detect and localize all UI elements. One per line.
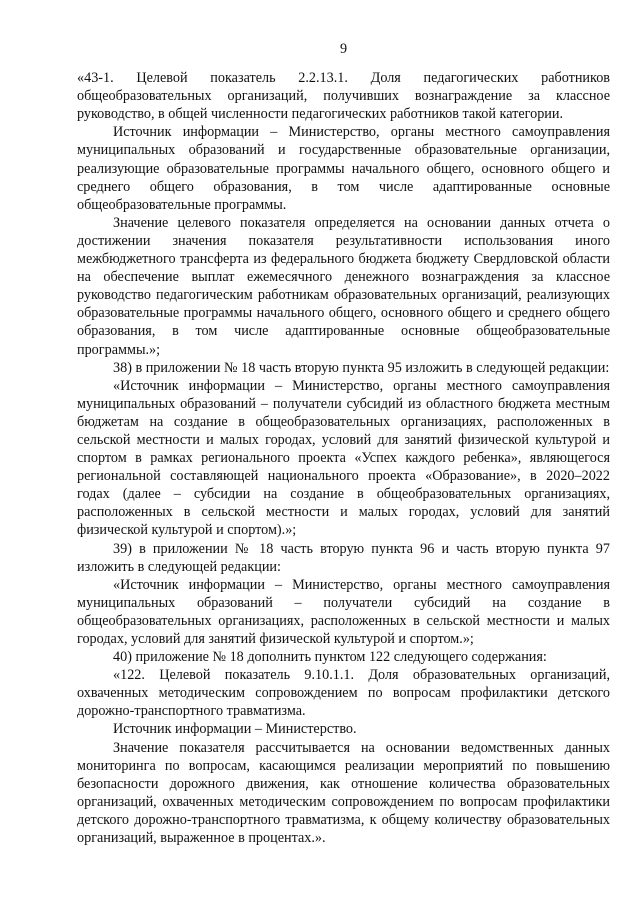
paragraph-item-40: 40) приложение № 18 дополнить пунктом 122 следующего содержания:	[113, 649, 547, 666]
paragraph-indicator-value: Значение целевого показателя определяется на основании данных отчета о достижении значения показателя результативности использования иного межбюджетного трансферта из федерального бюджета бюджету Свердловской области на обеспечение выплат ежемесячного денежного вознаграждения за классное руководство педагогическим работникам образовательных организаций, реализующих образовательные программы начального общего, основного общего и среднего общего образования, в том числе адаптированные основные общеобразовательные программы.»;	[77, 214, 610, 358]
paragraph-item-39: 39) в приложении № 18 часть вторую пункта 96 и часть вторую пункта 97 изложить в следующей редакции:	[77, 540, 610, 575]
paragraph-item-38: 38) в приложении № 18 часть вторую пункта 95 изложить в следующей редакции:	[113, 359, 610, 376]
paragraph-item-38-text: «Источник информации – Министерство, органы местного самоуправления муниципальных образований – получатели субсидий из областного бюджета местным бюджетам на создание в общеобразовательных организациях, расположенных в сельской местности и малых городах, условий для занятий физической культурой и спортом в рамках регионального проекта «Успех каждого ребенка», являющегося региональной составляющей национального проекта «Образование», в 2020–2022 годах (далее – субсидии на создание в общеобразовательных организациях, расположенных в сельской местности и малых городах, условий для занятий физической культурой и спортом).»;	[77, 377, 610, 539]
paragraph-item-39-text: «Источник информации – Министерство, органы местного самоуправления муниципальных образований – получатели субсидий на создание в общеобразовательных организациях, расположенных в сельской местности и малых городах, условий для занятий физической культурой и спортом.»;	[77, 576, 610, 647]
paragraph-info-source: Источник информации – Министерство, органы местного самоуправления муниципальных образований и государственные образовательные организации, реализующие образовательные программы начального общего, основного общего и среднего общего образования, в том числе адаптированные основные общеобразовательные программы.	[77, 124, 610, 213]
paragraph-info-source-ministry: Источник информации – Министерство.	[113, 721, 357, 738]
paragraph-indicator-calculation: Значение показателя рассчитывается на основании ведомственных данных мониторинга по вопросам, касающимся реализации мероприятий по повышению безопасности дорожного движения, как отношение количества образовательных организаций, охваченных методическим сопровождением по вопросам профилактики детского дорожно-транспортного травматизма, к общему количеству образовательных организаций, выраженное в процентах.».	[77, 739, 610, 847]
page-number: 9	[339, 41, 348, 57]
paragraph-indicator-43-1: «43-1. Целевой показатель 2.2.13.1. Доля педагогических работников общеобразовательных организаций, получивших вознаграждение за классное руководство, в общей численности педагогических работников такой категории.	[77, 70, 610, 123]
paragraph-indicator-122: «122. Целевой показатель 9.10.1.1. Доля образовательных организаций, охваченных методическим сопровождением по вопросам профилактики детского дорожно-транспортного травматизма.	[77, 667, 610, 720]
